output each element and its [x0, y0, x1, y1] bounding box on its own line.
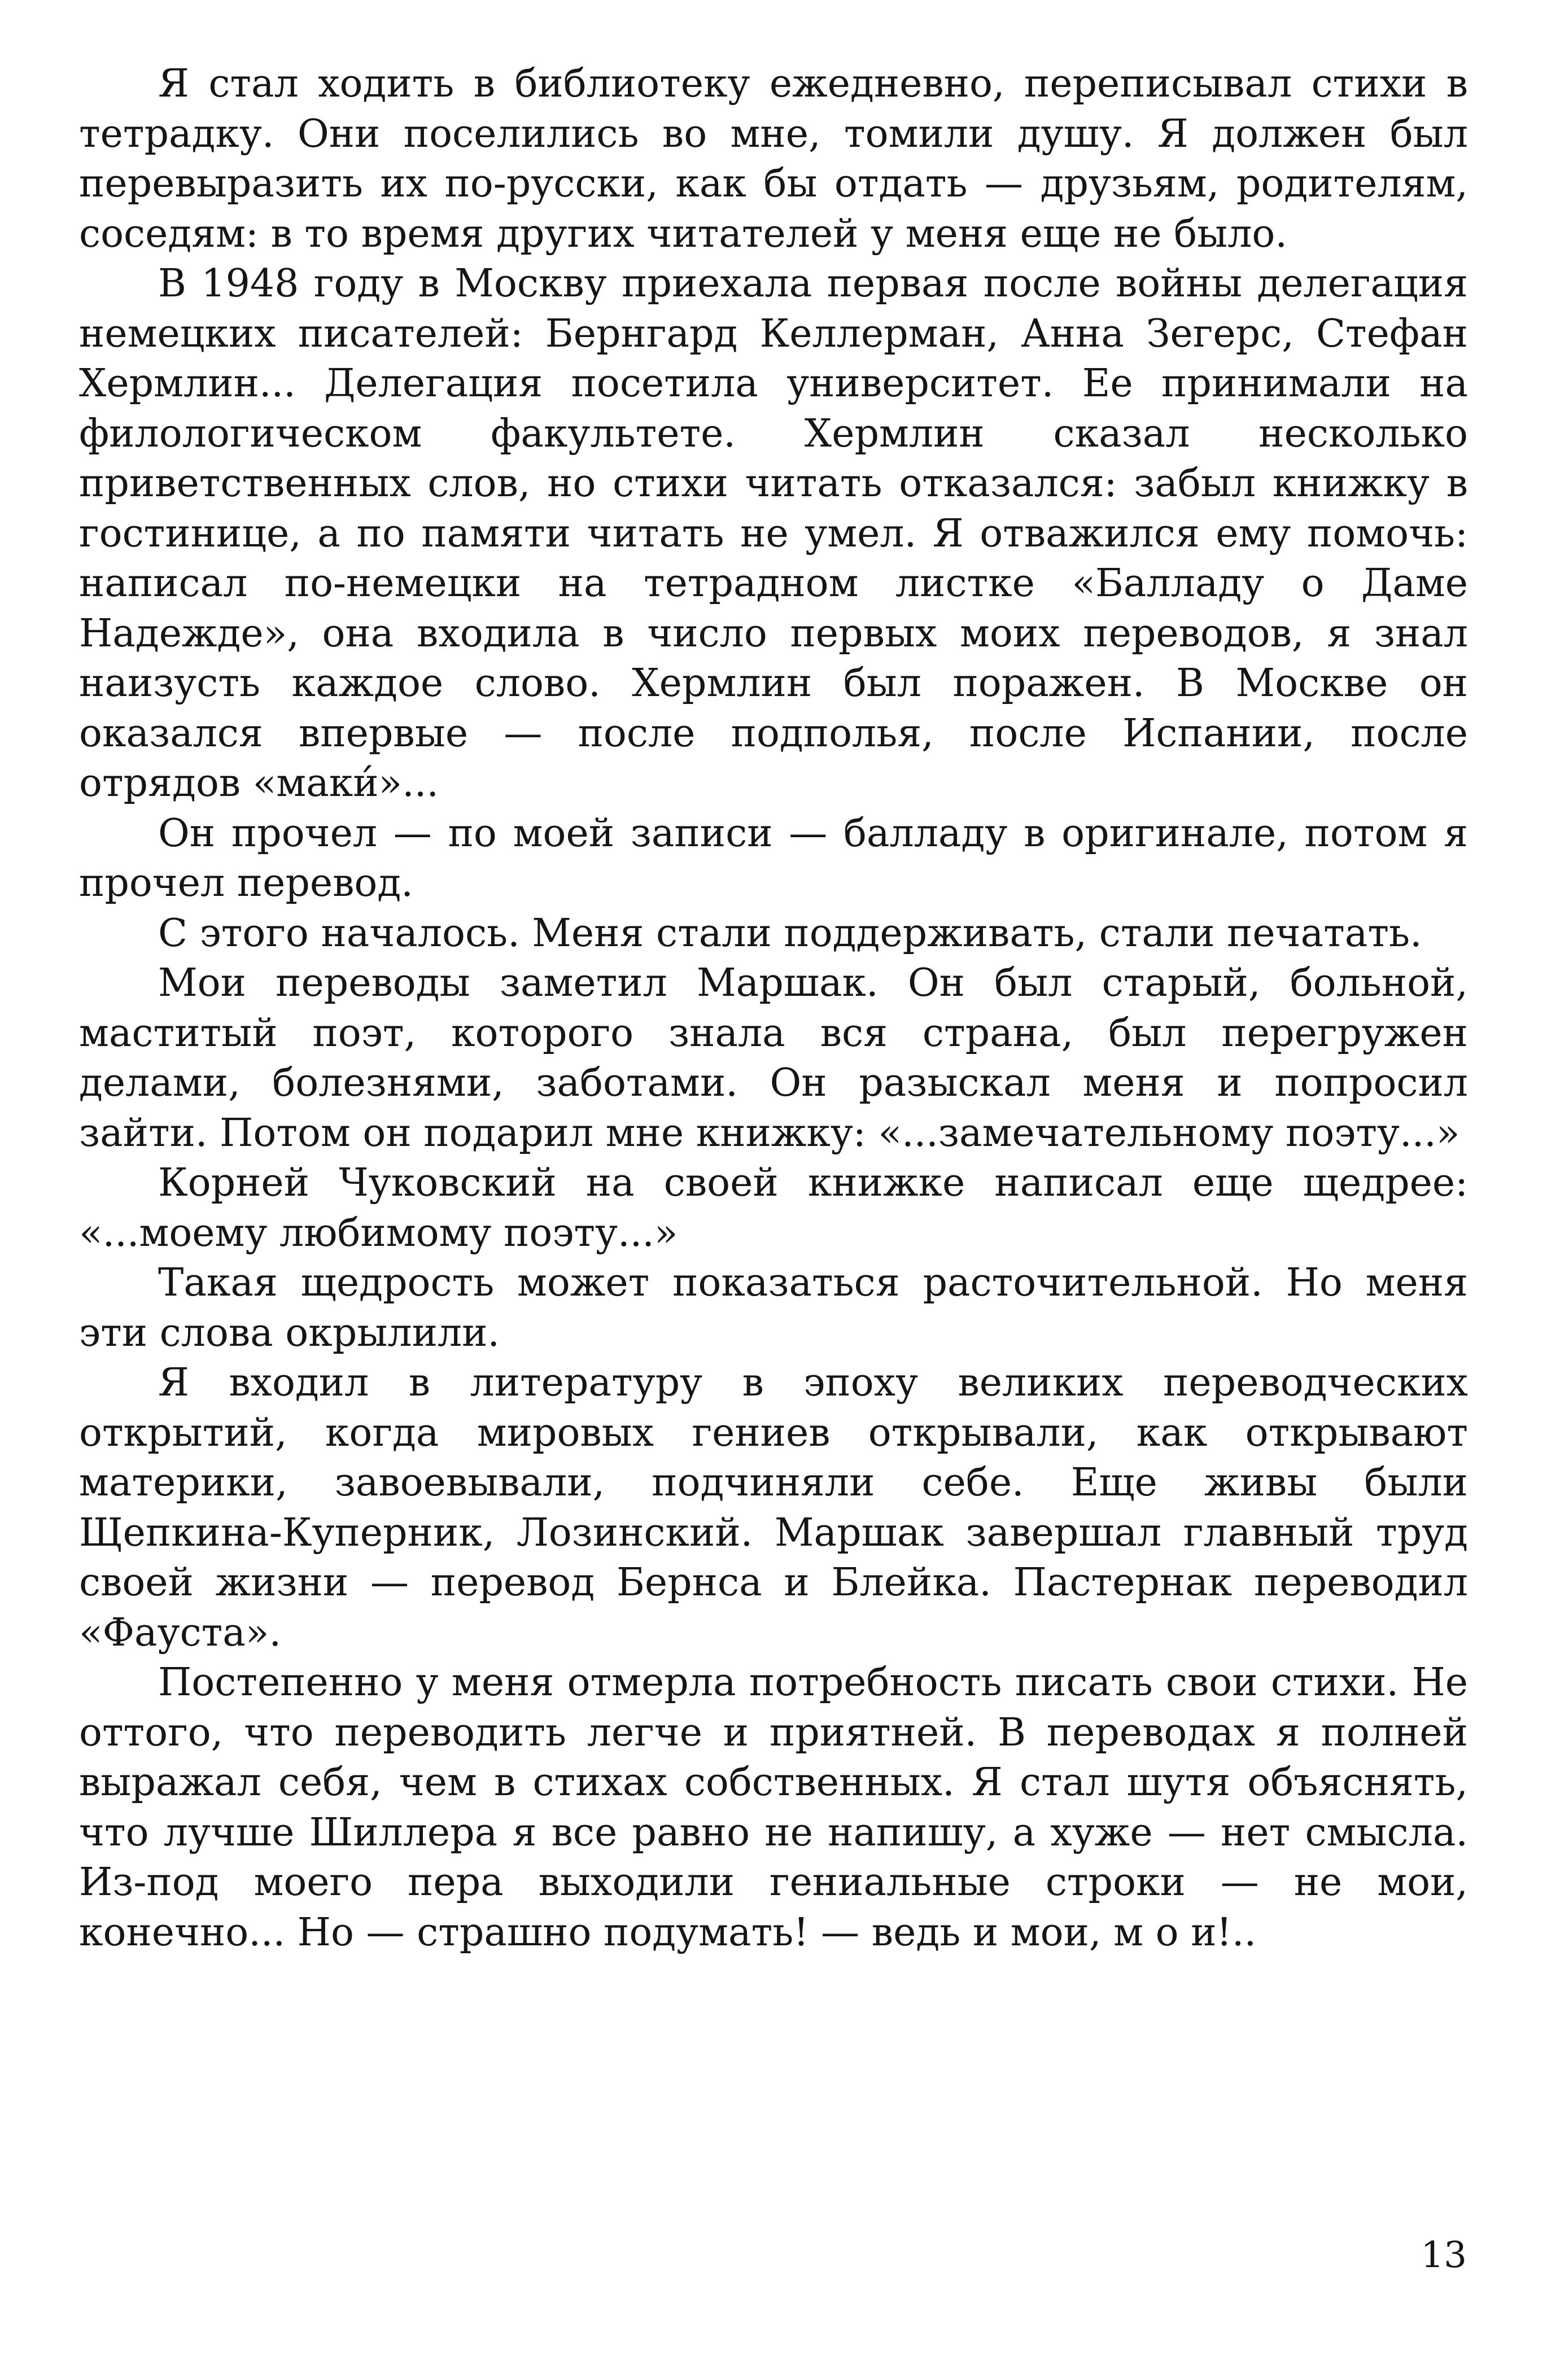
paragraph-2: В 1948 году в Москву приехала первая после войны делегация немецких писателей: Бернгард Келлерман, Анна Зегерс, Стефан Хермлин... Делегация посетила университет. Ее принимали на филологическом факультете. Хермлин сказал несколько приветственных слов, но стихи читать отказался: забыл книжку в гостинице, а по памяти читать не умел. Я отважился ему помочь: написал по-немецки на тетрадном листке «Балладу о Даме Надежде», она входила в число первых моих переводов, я знал наизусть каждое слово. Хермлин был поражен. В Москве он оказался впервые — после подполья, после Испании, после отрядов «маки́»...	[79, 261, 1468, 806]
paragraph-5: Мои переводы заметил Маршак. Он был старый, больной, маститый поэт, которого знала вся страна, был перегружен делами, болезнями, заботами. Он разыскал меня и попросил зайти. Потом он подарил мне книжку: «...замечательному поэту...»	[79, 961, 1468, 1156]
paragraph-8: Я входил в литературу в эпоху великих переводческих открытий, когда мировых гениев открывали, как открывают материки, завоевывали, подчиняли себе. Еще живы были Щепкина-Куперник, Лозинский. Маршак завершал главный труд своей жизни — перевод Бернса и Блейка. Пастернак переводил «Фауста».	[79, 1360, 1468, 1655]
paragraph-1: Я стал ходить в библиотеку ежедневно, переписывал стихи в тетрадку. Они поселились во мне, томили душу. Я должен был перевыразить их по-русски, как бы отдать — друзьям, родителям, соседям: в то время других читателей у меня еще не было.	[79, 62, 1468, 256]
paragraph-7: Такая щедрость может показаться расточительной. Но меня эти слова окрылили.	[79, 1261, 1468, 1355]
page-number: 13	[1421, 2234, 1467, 2276]
paragraph-3: Он прочел — по моей записи — балладу в оригинале, потом я прочел перевод.	[79, 811, 1468, 905]
paragraph-9: Постепенно у меня отмерла потребность писать свои стихи. Не оттого, что переводить легче и приятней. В переводах я полней выражал себя, чем в стихах собственных. Я стал шутя объяснять, что лучше Шиллера я все равно не напишу, а хуже — нет смысла. Из-под моего пера выходили гениальные строки — не мои, конечно... Но — страшно подумать! — ведь и мои, м о и!..	[79, 1660, 1468, 1955]
paragraph-6: Корней Чуковский на своей книжке написал еще щедрее: «...моему любимому поэту...»	[79, 1161, 1468, 1255]
paragraph-4: С этого началось. Меня стали поддерживать, стали печатать.	[158, 911, 1422, 956]
page-body	[79, 59, 1468, 1958]
